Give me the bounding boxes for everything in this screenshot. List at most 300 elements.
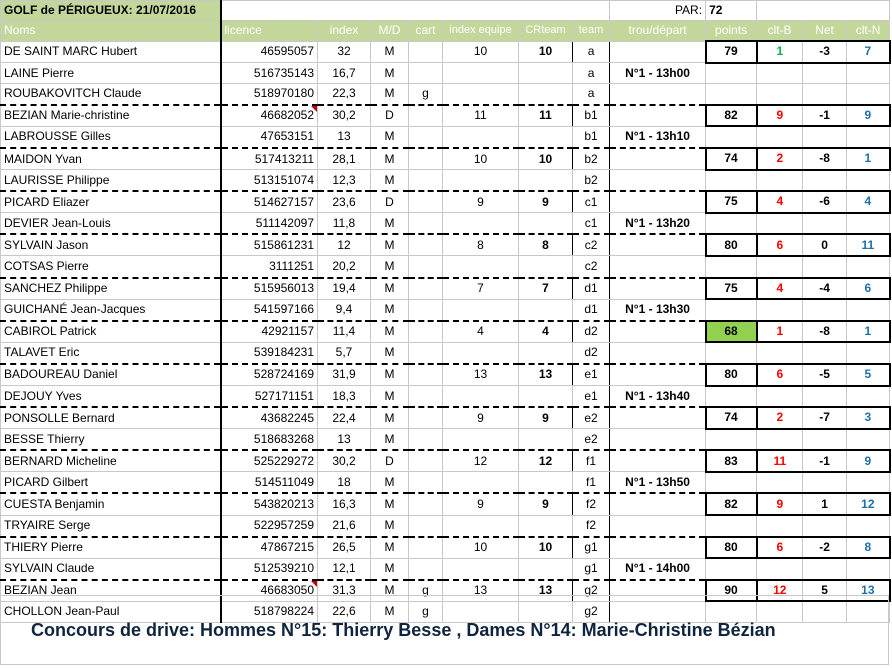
- blank-cell: [221, 1, 610, 21]
- blank-cell: [519, 84, 573, 105]
- blank-cell: [803, 63, 847, 84]
- player-index: 21,6: [318, 515, 371, 537]
- col-index: index: [318, 21, 371, 42]
- blank-cell: [757, 472, 803, 494]
- player-md: D: [371, 105, 409, 127]
- player-licence: 522957259: [221, 515, 318, 537]
- col-net: Net: [803, 21, 847, 42]
- player-name: COTSAS Pierre: [1, 256, 221, 278]
- player-md: M: [371, 515, 409, 537]
- team-clt-n: 12: [847, 493, 890, 515]
- player-licence: 517413211: [221, 148, 318, 170]
- blank-cell: [847, 63, 890, 84]
- blank-cell: [847, 342, 890, 364]
- col-cart: cart: [409, 21, 443, 42]
- blank-cell: [803, 342, 847, 364]
- table-row: [1, 213, 890, 235]
- team-clt-b: 12: [757, 580, 803, 602]
- blank-cell: [610, 515, 706, 537]
- header-row: [1, 21, 890, 42]
- team-points: 82: [706, 493, 757, 515]
- blank-cell: [443, 213, 519, 235]
- team-crteam: 13: [519, 580, 573, 602]
- blank-cell: [757, 84, 803, 105]
- par-value: 72: [706, 1, 757, 21]
- blank-cell: [610, 105, 706, 127]
- table-row: [1, 126, 890, 148]
- player-team: b2: [573, 148, 610, 170]
- player-index: 22,3: [318, 84, 371, 105]
- blank-cell: [610, 429, 706, 451]
- player-cart: [409, 41, 443, 63]
- team-net: -4: [803, 278, 847, 300]
- player-cart: [409, 213, 443, 235]
- blank-cell: [610, 170, 706, 192]
- player-index: 12,1: [318, 558, 371, 580]
- player-md: M: [371, 342, 409, 364]
- player-team: e2: [573, 429, 610, 451]
- team-index-equipe: 10: [443, 41, 519, 63]
- table-row: [1, 84, 890, 105]
- team-points: 80: [706, 537, 757, 559]
- title-row: [1, 1, 890, 21]
- player-cart: [409, 364, 443, 386]
- team-clt-n: 7: [847, 41, 890, 63]
- team-index-equipe: 10: [443, 537, 519, 559]
- player-name: BERNARD Micheline: [1, 450, 221, 472]
- player-md: D: [371, 191, 409, 213]
- blank-cell: [610, 450, 706, 472]
- blank-cell: [610, 321, 706, 343]
- player-md: M: [371, 170, 409, 192]
- blank-cell: [706, 558, 757, 580]
- team-clt-n: 8: [847, 537, 890, 559]
- blank-cell: [443, 429, 519, 451]
- blank-cell: [610, 278, 706, 300]
- team-index-equipe: 9: [443, 191, 519, 213]
- blank-cell: [610, 191, 706, 213]
- player-name: LABROUSSE Gilles: [1, 126, 221, 148]
- player-cart: [409, 234, 443, 256]
- team-crteam: 9: [519, 493, 573, 515]
- team-index-equipe: 7: [443, 278, 519, 300]
- player-name: CABIROL Patrick: [1, 321, 221, 343]
- blank-cell: [803, 299, 847, 321]
- team-net: -1: [803, 450, 847, 472]
- tee-time: N°1 - 14h00: [610, 558, 706, 580]
- player-cart: [409, 191, 443, 213]
- player-index: 31,3: [318, 580, 371, 602]
- team-index-equipe: 4: [443, 321, 519, 343]
- blank-cell: [706, 472, 757, 494]
- blank-cell: [443, 126, 519, 148]
- player-index: 28,1: [318, 148, 371, 170]
- player-name: PICARD Gilbert: [1, 472, 221, 494]
- team-points: 75: [706, 191, 757, 213]
- player-licence: 516735143: [221, 63, 318, 84]
- team-clt-n: 6: [847, 278, 890, 300]
- player-licence: 527171151: [221, 386, 318, 408]
- blank-cell: [803, 472, 847, 494]
- player-licence: 46682052: [221, 105, 318, 127]
- player-team: g2: [573, 601, 610, 622]
- player-licence: 511142097: [221, 213, 318, 235]
- player-name: BESSE Thierry: [1, 429, 221, 451]
- blank-cell: [803, 126, 847, 148]
- player-team: e2: [573, 407, 610, 429]
- player-md: M: [371, 126, 409, 148]
- team-clt-n: 4: [847, 191, 890, 213]
- player-licence: 42921157: [221, 321, 318, 343]
- blank-cell: [803, 515, 847, 537]
- team-net: 1: [803, 493, 847, 515]
- tee-time: N°1 - 13h40: [610, 386, 706, 408]
- player-md: M: [371, 558, 409, 580]
- team-net: -7: [803, 407, 847, 429]
- player-name: DE SAINT MARC Hubert: [1, 41, 221, 63]
- tee-time: N°1 - 13h10: [610, 126, 706, 148]
- blank-cell: [519, 213, 573, 235]
- table-row: [1, 321, 890, 343]
- player-md: M: [371, 364, 409, 386]
- player-team: g2: [573, 580, 610, 602]
- blank-cell: [757, 299, 803, 321]
- player-md: M: [371, 41, 409, 63]
- blank-cell: [847, 126, 890, 148]
- player-md: M: [371, 601, 409, 622]
- player-team: f2: [573, 493, 610, 515]
- player-md: M: [371, 321, 409, 343]
- player-cart: [409, 386, 443, 408]
- team-clt-n: 13: [847, 580, 890, 602]
- player-licence: 541597166: [221, 299, 318, 321]
- drive-contest-text: Concours de drive: Hommes N°15: Thierry Besse , Dames N°14: Marie-Christine Bézian: [31, 620, 776, 640]
- table-row: [1, 342, 890, 364]
- player-team: d2: [573, 342, 610, 364]
- blank-cell: [519, 558, 573, 580]
- player-licence: 518683268: [221, 429, 318, 451]
- player-index: 22,6: [318, 601, 371, 622]
- player-cart: [409, 105, 443, 127]
- blank-cell: [519, 170, 573, 192]
- blank-cell: [757, 558, 803, 580]
- player-team: c2: [573, 234, 610, 256]
- player-licence: 47867215: [221, 537, 318, 559]
- blank-cell: [847, 515, 890, 537]
- player-md: M: [371, 234, 409, 256]
- player-index: 19,4: [318, 278, 371, 300]
- team-clt-b: 9: [757, 493, 803, 515]
- team-net: -8: [803, 321, 847, 343]
- team-crteam: 9: [519, 407, 573, 429]
- player-licence: 543820213: [221, 493, 318, 515]
- player-name: DEVIER Jean-Louis: [1, 213, 221, 235]
- table-row: [1, 105, 890, 127]
- player-md: M: [371, 63, 409, 84]
- blank-cell: [519, 256, 573, 278]
- player-cart: [409, 429, 443, 451]
- player-licence: 514627157: [221, 191, 318, 213]
- player-name: BEZIAN Jean: [1, 580, 221, 602]
- player-md: M: [371, 213, 409, 235]
- player-index: 32: [318, 41, 371, 63]
- player-team: g1: [573, 537, 610, 559]
- table-row: [1, 558, 890, 580]
- team-points: 68: [706, 321, 757, 343]
- col-index-equipe: index equipe: [443, 21, 519, 42]
- blank-cell: [443, 84, 519, 105]
- tee-time: N°1 - 13h00: [610, 63, 706, 84]
- team-crteam: 9: [519, 191, 573, 213]
- player-index: 30,2: [318, 105, 371, 127]
- player-md: M: [371, 256, 409, 278]
- blank-cell: [757, 1, 890, 21]
- player-index: 13: [318, 429, 371, 451]
- table-row: [1, 386, 890, 408]
- player-team: b2: [573, 170, 610, 192]
- blank-cell: [706, 256, 757, 278]
- team-index-equipe: 8: [443, 234, 519, 256]
- player-team: d1: [573, 299, 610, 321]
- team-crteam: 8: [519, 234, 573, 256]
- blank-cell: [847, 558, 890, 580]
- col-md: M/D: [371, 21, 409, 42]
- col-team: team: [573, 21, 610, 42]
- player-team: c2: [573, 256, 610, 278]
- player-licence: 518798224: [221, 601, 318, 622]
- player-index: 16,3: [318, 493, 371, 515]
- blank-cell: [610, 364, 706, 386]
- player-licence: 514511049: [221, 472, 318, 494]
- player-md: M: [371, 429, 409, 451]
- blank-cell: [757, 63, 803, 84]
- team-net: -1: [803, 105, 847, 127]
- blank-cell: [610, 537, 706, 559]
- player-name: LAINE Pierre: [1, 63, 221, 84]
- player-name: THIERY Pierre: [1, 537, 221, 559]
- player-cart: [409, 126, 443, 148]
- blank-cell: [757, 170, 803, 192]
- player-cart: [409, 148, 443, 170]
- blank-cell: [706, 84, 757, 105]
- player-md: M: [371, 278, 409, 300]
- team-clt-n: 3: [847, 407, 890, 429]
- blank-cell: [706, 429, 757, 451]
- player-index: 12: [318, 234, 371, 256]
- team-clt-b: 1: [757, 321, 803, 343]
- blank-cell: [610, 342, 706, 364]
- blank-cell: [443, 472, 519, 494]
- col-trou-depart: trou/départ: [610, 21, 706, 42]
- blank-cell: [610, 84, 706, 105]
- player-cart: [409, 256, 443, 278]
- player-index: 26,5: [318, 537, 371, 559]
- blank-cell: [847, 84, 890, 105]
- team-crteam: 10: [519, 41, 573, 63]
- table-row: [1, 191, 890, 213]
- blank-cell: [706, 170, 757, 192]
- player-licence: 512539210: [221, 558, 318, 580]
- blank-cell: [519, 515, 573, 537]
- blank-cell: [803, 84, 847, 105]
- blank-cell: [706, 342, 757, 364]
- player-cart: g: [409, 580, 443, 602]
- player-team: d1: [573, 278, 610, 300]
- team-net: -5: [803, 364, 847, 386]
- team-clt-b: 4: [757, 191, 803, 213]
- blank-cell: [610, 41, 706, 63]
- player-md: M: [371, 299, 409, 321]
- player-index: 22,4: [318, 407, 371, 429]
- table-row: [1, 429, 890, 451]
- team-index-equipe: 9: [443, 493, 519, 515]
- team-points: 80: [706, 364, 757, 386]
- team-index-equipe: 13: [443, 580, 519, 602]
- table-row: [1, 493, 890, 515]
- tee-time: N°1 - 13h20: [610, 213, 706, 235]
- table-row: [1, 170, 890, 192]
- blank-cell: [519, 126, 573, 148]
- player-cart: [409, 407, 443, 429]
- player-cart: [409, 493, 443, 515]
- player-cart: [409, 558, 443, 580]
- blank-cell: [519, 429, 573, 451]
- player-name: CUESTA Benjamin: [1, 493, 221, 515]
- table-row: [1, 299, 890, 321]
- player-team: f1: [573, 472, 610, 494]
- team-crteam: 11: [519, 105, 573, 127]
- col-clt-n: clt-N: [847, 21, 890, 42]
- player-team: f1: [573, 450, 610, 472]
- player-cart: [409, 63, 443, 84]
- team-net: -2: [803, 537, 847, 559]
- blank-cell: [706, 386, 757, 408]
- team-clt-n: 9: [847, 105, 890, 127]
- team-crteam: 7: [519, 278, 573, 300]
- team-clt-b: 6: [757, 364, 803, 386]
- team-clt-b: 4: [757, 278, 803, 300]
- team-net: -8: [803, 148, 847, 170]
- player-name: LAURISSE Philippe: [1, 170, 221, 192]
- player-name: PICARD Eliazer: [1, 191, 221, 213]
- table-row: [1, 407, 890, 429]
- player-name: PONSOLLE Bernard: [1, 407, 221, 429]
- blank-cell: [519, 386, 573, 408]
- player-team: c1: [573, 213, 610, 235]
- blank-cell: [443, 386, 519, 408]
- player-licence: 528724169: [221, 364, 318, 386]
- player-md: M: [371, 472, 409, 494]
- table-row: [1, 278, 890, 300]
- team-points: 80: [706, 234, 757, 256]
- player-cart: [409, 472, 443, 494]
- player-index: 11,4: [318, 321, 371, 343]
- player-index: 11,8: [318, 213, 371, 235]
- blank-cell: [443, 299, 519, 321]
- team-clt-b: 1: [757, 41, 803, 63]
- player-team: d2: [573, 321, 610, 343]
- player-md: M: [371, 493, 409, 515]
- blank-cell: [610, 493, 706, 515]
- player-md: M: [371, 407, 409, 429]
- player-name: MAIDON Yvan: [1, 148, 221, 170]
- team-clt-b: 11: [757, 450, 803, 472]
- team-points: 82: [706, 105, 757, 127]
- player-team: c1: [573, 191, 610, 213]
- team-points: 74: [706, 407, 757, 429]
- blank-cell: [803, 429, 847, 451]
- team-points: 75: [706, 278, 757, 300]
- blank-cell: [706, 63, 757, 84]
- player-team: f2: [573, 515, 610, 537]
- player-name: BADOUREAU Daniel: [1, 364, 221, 386]
- player-name: GUICHANÉ Jean-Jacques: [1, 299, 221, 321]
- team-crteam: 13: [519, 364, 573, 386]
- table-row: [1, 364, 890, 386]
- tee-time: N°1 - 13h30: [610, 299, 706, 321]
- player-index: 18: [318, 472, 371, 494]
- player-team: b1: [573, 105, 610, 127]
- blank-cell: [610, 234, 706, 256]
- player-licence: 3111251: [221, 256, 318, 278]
- player-name: CHOLLON Jean-Paul: [1, 601, 221, 622]
- team-clt-n: 11: [847, 234, 890, 256]
- team-index-equipe: 13: [443, 364, 519, 386]
- blank-cell: [519, 299, 573, 321]
- team-net: 5: [803, 580, 847, 602]
- blank-cell: [519, 472, 573, 494]
- table-row: [1, 256, 890, 278]
- team-index-equipe: 9: [443, 407, 519, 429]
- player-licence: 515956013: [221, 278, 318, 300]
- col-crteam: CRteam: [519, 21, 573, 42]
- team-clt-n: 5: [847, 364, 890, 386]
- player-name: DEJOUY Yves: [1, 386, 221, 408]
- blank-cell: [610, 407, 706, 429]
- player-md: M: [371, 84, 409, 105]
- player-cart: [409, 450, 443, 472]
- team-clt-n: 1: [847, 321, 890, 343]
- player-name: ROUBAKOVITCH Claude: [1, 84, 221, 105]
- blank-cell: [443, 63, 519, 84]
- team-points: 79: [706, 41, 757, 63]
- blank-cell: [757, 386, 803, 408]
- blank-cell: [706, 213, 757, 235]
- sheet-title: GOLF de PÉRIGUEUX: 21/07/2016: [1, 1, 221, 21]
- table-row: [1, 515, 890, 537]
- blank-cell: [757, 213, 803, 235]
- player-cart: [409, 170, 443, 192]
- team-points: 90: [706, 580, 757, 602]
- blank-cell: [803, 213, 847, 235]
- player-md: M: [371, 386, 409, 408]
- player-name: SYLVAIN Jason: [1, 234, 221, 256]
- player-md: M: [371, 537, 409, 559]
- blank-cell: [847, 472, 890, 494]
- table-row: [1, 148, 890, 170]
- player-name: TALAVET Eric: [1, 342, 221, 364]
- player-team: a: [573, 63, 610, 84]
- blank-cell: [610, 256, 706, 278]
- team-index-equipe: 11: [443, 105, 519, 127]
- team-clt-b: 2: [757, 148, 803, 170]
- team-crteam: 4: [519, 321, 573, 343]
- footer-box: [0, 595, 889, 665]
- team-crteam: 10: [519, 148, 573, 170]
- blank-cell: [519, 342, 573, 364]
- player-licence: 515861231: [221, 234, 318, 256]
- blank-cell: [706, 515, 757, 537]
